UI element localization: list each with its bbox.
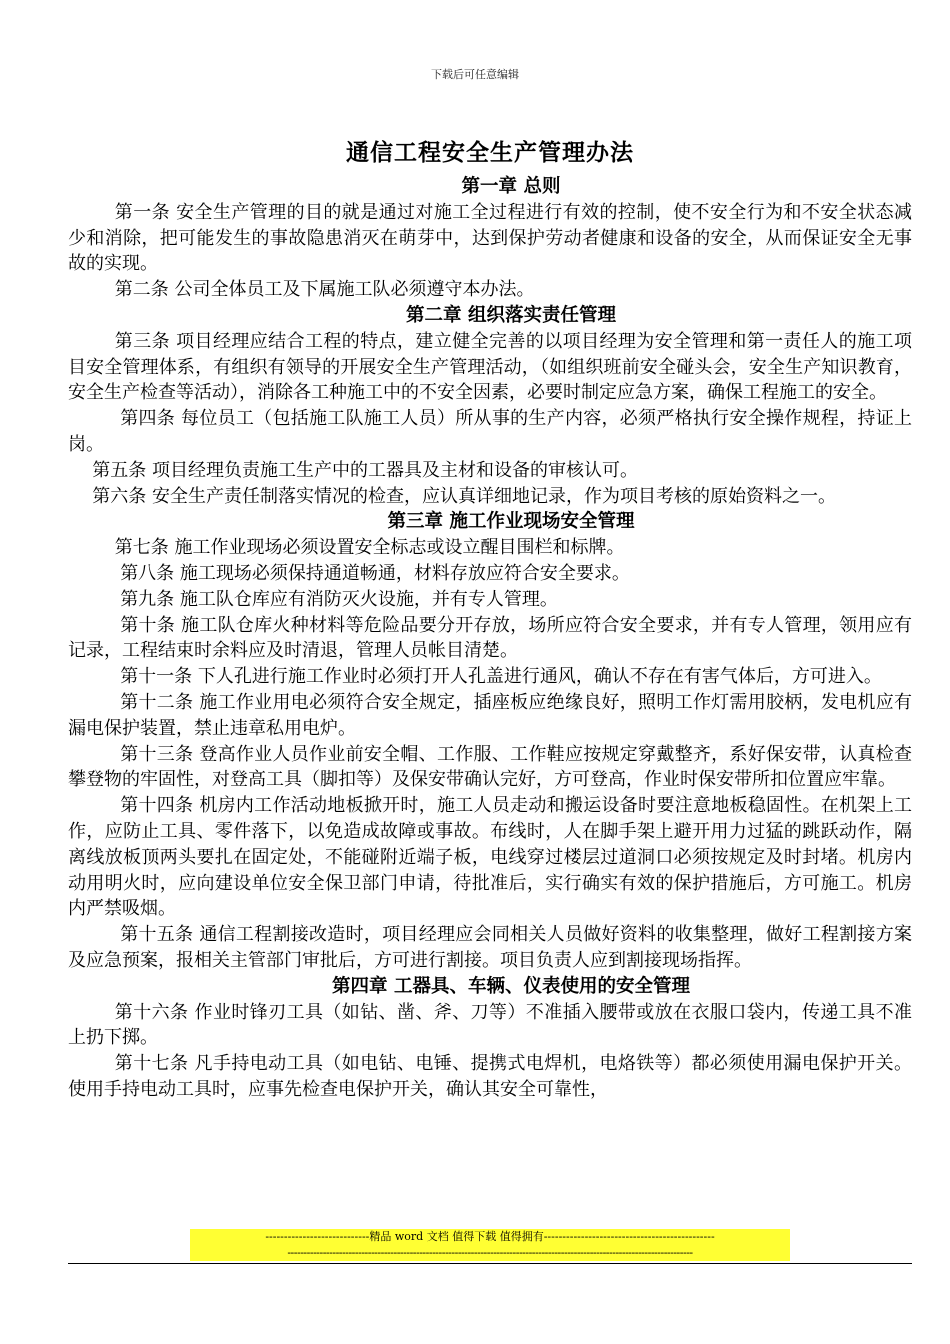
page-header: 下载后可任意编辑 <box>431 68 519 81</box>
footer-divider <box>68 1263 912 1264</box>
article-paragraph: 第十七条 凡手持电动工具（如电钻、电锤、提携式电焊机，电烙铁等）都必须使用漏电保护开关。使用手持电动工具时，应事先检查电保护开关，确认其安全可靠性， <box>68 1053 912 1100</box>
article-paragraph: 第一条 安全生产管理的目的就是通过对施工全过程进行有效的控制，使不安全行为和不安全状态减少和消除，把可能发生的事故隐患消灭在萌芽中，达到保护劳动者健康和设备的安全，从而保证安全无事故的实现。 <box>68 201 912 275</box>
article-paragraph: 第十二条 施工作业用电必须符合安全规定，插座板应绝缘良好，照明工作灯需用胶柄，发电机应有漏电保护装置，禁止违章私用电炉。 <box>68 691 912 739</box>
article-paragraph: 第十条 施工队仓库火种材料等危险品要分开存放，场所应符合安全要求，并有专人管理，领用应有记录，工程结束时余料应及时清退，管理人员帐目清楚。 <box>68 614 912 662</box>
footer-banner-line1: ----------------------------精品 word 文档 值得下载 值得拥有---------------------------------------------- <box>265 1230 715 1243</box>
article-paragraph: 第十一条 下人孔进行施工作业时必须打开人孔盖进行通风，确认不存在有害气体后，方可进入。 <box>120 666 882 688</box>
article-paragraph: 第三条 项目经理应结合工程的特点，建立健全完善的以项目经理为安全管理和第一责任人的施工项目安全管理体系，有组织有领导的开展安全生产管理活动，（如组织班前安全碰头会，安全生产知识教育，安全生产检查等活动），消除各工种施工中的不安全因素，必要时制定应急方案，确保工程施工的安全。 <box>68 330 912 404</box>
article-paragraph: 第八条 施工现场必须保持通道畅通，材料存放应符合安全要求。 <box>120 562 630 584</box>
chapter-heading: 第三章 施工作业现场安全管理 <box>387 511 635 533</box>
article-paragraph: 第十五条 通信工程割接改造时，项目经理应会同相关人员做好资料的收集整理，做好工程割接方案及应急预案，报相关主管部门审批后，方可进行割接。项目负责人应到割接现场指挥。 <box>68 924 912 971</box>
article-paragraph: 第十三条 登高作业人员作业前安全帽、工作服、工作鞋应按规定穿戴整齐，系好保安带，认真检查攀登物的牢固性，对登高工具（脚扣等）及保安带确认完好，方可登高，作业时保安带所扣位置应牢靠。 <box>68 743 912 791</box>
article-paragraph: 第六条 安全生产责任制落实情况的检查，应认真详细地记录，作为项目考核的原始资料之一。 <box>92 485 837 507</box>
article-paragraph: 第二条 公司全体员工及下属施工队必须遵守本办法。 <box>114 279 535 301</box>
chapter-heading: 第四章 工器具、车辆、仪表使用的安全管理 <box>332 975 690 997</box>
article-paragraph: 第九条 施工队仓库应有消防灭火设施，并有专人管理。 <box>120 588 558 610</box>
article-paragraph: 第七条 施工作业现场必须设置安全标志或设立醒目围栏和标牌。 <box>114 537 625 559</box>
article-paragraph: 第四条 每位员工（包括施工队施工人员）所从事的生产内容，必须严格执行安全操作规程，持证上岗。 <box>68 408 912 455</box>
footer-banner <box>190 1229 790 1261</box>
article-paragraph: 第十六条 作业时锋刃工具（如钻、凿、斧、刀等）不准插入腰带或放在衣服口袋内，传递工具不准上扔下掷。 <box>68 1001 912 1049</box>
document-title: 通信工程安全生产管理办法 <box>346 139 634 166</box>
article-paragraph: 第十四条 机房内工作活动地板掀开时，施工人员走动和搬运设备时要注意地板稳固性。在机架上工作，应防止工具、零件落下，以免造成故障或事故。布线时，人在脚手架上避开用力过猛的跳跃动作，隔离线放板顶两头要扎在固定处，不能碰附近端子板，电线穿过楼层过道洞口必须按规定及时封堵。机房内动用明火时，应向建设单位安全保卫部门申请，待批准后，实行确实有效的保护措施后，方可施工。机房内严禁吸烟。 <box>68 795 912 920</box>
footer-banner-line2: ------------------------------------------------------------------------------------------------------------------------------ <box>287 1246 693 1259</box>
chapter-heading: 第二章 组织落实责任管理 <box>406 304 616 326</box>
article-paragraph: 第五条 项目经理负责施工生产中的工器具及主材和设备的审核认可。 <box>92 459 639 481</box>
document-body <box>68 174 912 1103</box>
chapter-heading: 第一章 总则 <box>461 176 561 197</box>
